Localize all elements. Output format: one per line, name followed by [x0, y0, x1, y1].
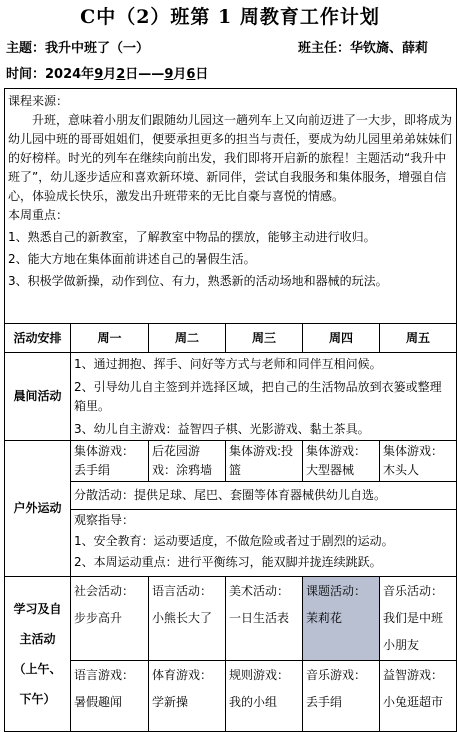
- end-month: 9: [164, 67, 174, 82]
- outdoor-game: 集体游戏：大型器械: [303, 441, 380, 482]
- observe-title: 观察指导：: [74, 513, 135, 527]
- observe-content: [71, 510, 457, 577]
- morning-line: 2、引导幼儿自主签到并选择区域，把自己的生活物品放到衣篓或整理箱里。: [74, 380, 442, 413]
- header-row: [5, 324, 457, 353]
- outdoor-game: 集体游戏：丢手绢: [71, 441, 149, 482]
- morning-content: [71, 353, 457, 441]
- morning-line: 1、通过拥抱、挥手、问好等方式与老师和同伴互相问候。: [74, 357, 382, 371]
- start-day: 2: [116, 67, 126, 82]
- study-cell: 语言活动：小熊长大了: [149, 577, 226, 661]
- study-cell: 音乐游戏：丢手绢: [303, 661, 380, 732]
- scatter-activity: 分散活动：提供足球、尾巴、套圈等体育器械供幼儿自选。: [71, 482, 457, 510]
- time-prefix: 时间：2024年: [6, 67, 95, 82]
- time-text: 月: [173, 67, 187, 82]
- study-label: [5, 577, 71, 732]
- study-cell: 社会活动：步步高升: [71, 577, 149, 661]
- study-cell-highlight: 课题活动：茉莉花: [303, 577, 380, 661]
- outdoor-label: 户外运动: [5, 441, 71, 577]
- theme-row: [6, 37, 454, 56]
- source-text: 升班，意味着小朋友们跟随幼儿园这一趟列车上又向前迈进了一大步，即将成为幼儿园中班的哥哥姐姐们，便要承担更多的担当与责任，要成为幼儿园里弟弟妹妹们的好榜样。时光的列车在继续向前出发，我们即将开启新的旅程！主题活动“我升中班了”，幼儿逐步适应和喜欢新环境、新同伴，尝试自我服务和集体服务，增强自信心，体验成长快乐，激发出升班带来的无比自豪与喜悦的情感。: [8, 113, 453, 203]
- plan-table: [4, 88, 457, 732]
- time-row: [6, 63, 208, 82]
- header-cell: 周四: [303, 324, 380, 353]
- time-text: 月: [103, 67, 117, 82]
- observe-line: 1、安全教育：运动要适度，不做危险或者过于剧烈的运动。: [74, 534, 394, 548]
- time-text: 日: [195, 67, 209, 82]
- study-label-line: 主活动: [19, 632, 56, 646]
- morning-label: 晨间活动: [5, 353, 71, 441]
- study-label-line: （上午、: [13, 662, 62, 676]
- start-month: 9: [94, 67, 104, 82]
- focus-title: 本周重点：: [8, 208, 69, 222]
- header-cell: 周二: [149, 324, 226, 353]
- study-cell: 美术活动：一日生活表: [226, 577, 303, 661]
- teacher-label: 班主任：华钦旖、薛莉: [298, 41, 429, 56]
- header-cell: 周五: [380, 324, 457, 353]
- study-cell: 语言游戏：暑假趣闻: [71, 661, 149, 732]
- header-cell: 活动安排: [5, 324, 71, 353]
- intro-cell: [5, 89, 457, 324]
- focus-item: 3、积极学做新操，动作到位、有力，熟悉新的活动场地和器械的玩法。: [8, 274, 388, 288]
- study-cell: 益智游戏：小兔逛超市: [380, 661, 457, 732]
- study-cell: 音乐活动：我们是中班小朋友: [380, 577, 457, 661]
- study-label-line: 下午）: [19, 692, 56, 706]
- page-title: C中（2）班第 1 周教育工作计划: [80, 6, 380, 28]
- time-text: 日——: [125, 67, 165, 82]
- outdoor-game: 后花园游戏：涂鸦墙: [149, 441, 226, 482]
- focus-item: 1、熟悉自己的新教室，了解教室中物品的摆放，能够主动进行收归。: [8, 230, 376, 244]
- header-cell: 周三: [226, 324, 303, 353]
- focus-item: 2、能大方地在集体面前讲述自己的暑假生活。: [8, 252, 256, 266]
- morning-line: 3、幼儿自主游戏：益智四子棋、光影游戏、黏土茶具。: [74, 422, 370, 436]
- source-title: 课程来源：: [8, 94, 69, 108]
- observe-line: 2、本周运动重点：进行平衡练习，能双脚并拢连续跳跃。: [74, 555, 382, 569]
- header-cell: 周一: [71, 324, 149, 353]
- study-cell: 体育游戏：学新操: [149, 661, 226, 732]
- study-label-line: 学习及自: [13, 602, 62, 616]
- outdoor-game: 集体游戏：木头人: [380, 441, 457, 482]
- end-day: 6: [186, 67, 196, 82]
- study-cell: 规则游戏：我的小组: [226, 661, 303, 732]
- outdoor-game: 集体游戏:投篮: [226, 441, 303, 482]
- theme-label: 主题：我升中班了（一）: [6, 41, 150, 56]
